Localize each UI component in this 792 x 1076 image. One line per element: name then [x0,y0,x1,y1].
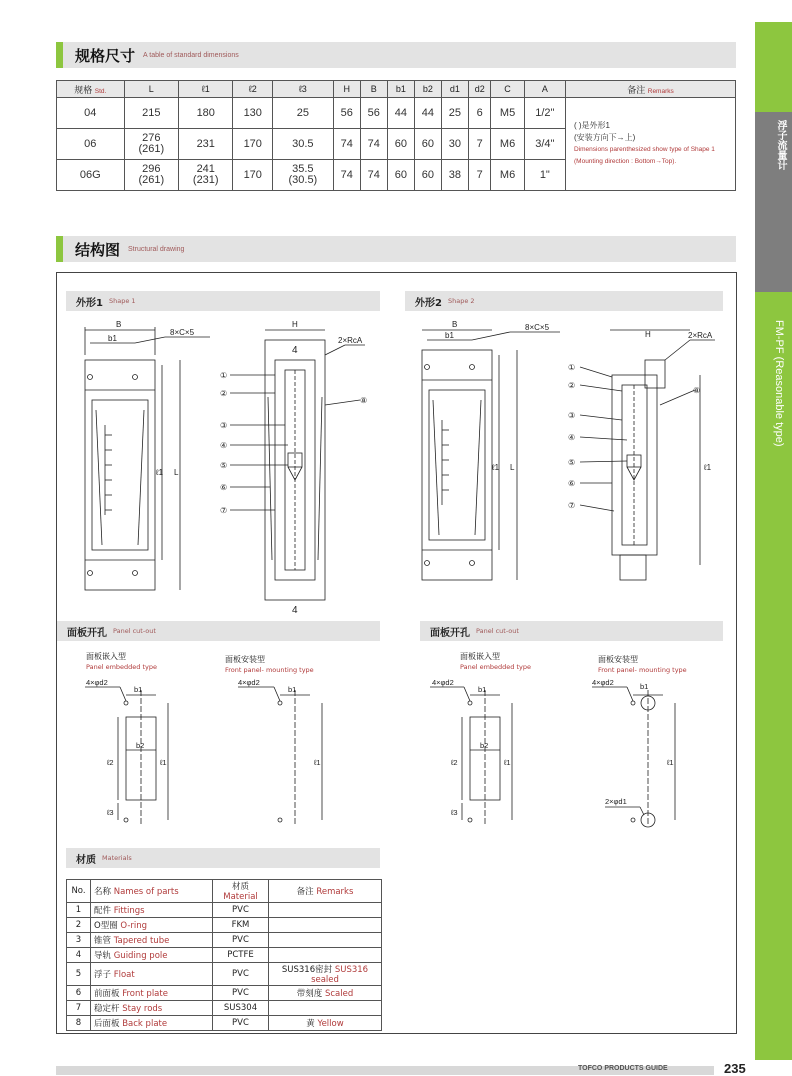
dim2-L: L [510,463,515,472]
dims-cell: 276 (261) [124,129,178,160]
cut-b2-3: b2 [480,741,489,750]
dims-cell: M6 [491,160,524,191]
dims-cell: M5 [491,98,524,129]
dims-cell: 44 [387,98,414,129]
callout-6: ⑥ [220,483,228,492]
mat-remark [269,918,382,933]
mat-name: O型圈 O-ring [91,918,213,933]
shape1-drawing [60,315,390,615]
dims-cell: 30 [441,129,468,160]
mat-material: PVC [213,963,269,986]
dims-cell: 06 [57,129,125,160]
dims-remarks: ( )是外形1 (安装方向下→上) Dimensions parenthesized show type of Shape 1 (Mounting direction : Bottom→Top). [566,98,736,191]
shape2-drawing [400,315,730,595]
dims-cell: 170 [233,160,273,191]
callout2-5: ⑤ [568,458,576,467]
cut-b1-4: b1 [640,682,649,691]
dims-cell: 7 [468,160,490,191]
dims-cell: 74 [333,129,360,160]
dims-row [57,98,736,129]
mat-remark [269,933,382,948]
mat-name: 稳定杆 Stay rods [91,1001,213,1016]
dimensions-table [56,80,736,191]
dims-cell: 180 [179,98,233,129]
mat-material: PVC [213,903,269,918]
section-header-structure: 结构图 Structural drawing [56,236,736,262]
side-title: FM-PF (Reasonable type) [773,320,785,447]
dims-header-cell: 规格 Std. [57,81,125,98]
dim-l1: ℓ1 [156,468,164,477]
shape1-header: 外形1 Shape 1 [66,291,380,311]
mat-no: 3 [67,933,91,948]
mat-no: 1 [67,903,91,918]
dim2-bolt: 8×C×5 [525,323,550,332]
dims-header-cell: ℓ1 [179,81,233,98]
callout2-1: ① [568,363,576,372]
dims-cell: 44 [414,98,441,129]
dim-B: B [116,320,122,329]
cut-l1-2: ℓ1 [314,758,321,767]
dims-header-cell: L [124,81,178,98]
callout-3: ③ [220,421,228,430]
mat-name: 浮子 Float [91,963,213,986]
dims-cell: 25 [441,98,468,129]
cut-l1-1: ℓ1 [160,758,167,767]
cutout-header-1: 面板开孔 Panel cut-out [57,621,380,641]
dims-header-cell: b2 [414,81,441,98]
mat-name: 配件 Fittings [91,903,213,918]
dims-cell: M6 [491,129,524,160]
mat-name: 导轨 Guiding pole [91,948,213,963]
callout-1: ① [220,371,228,380]
dims-cell: 1/2" [524,98,565,129]
callout-4: ④ [220,441,228,450]
mat-material: PVC [213,986,269,1001]
dim2-port: 2×RcA [688,331,713,340]
dim2-l1: ℓ1 [492,463,500,472]
callout2-7: ⑦ [568,501,576,510]
dims-header-cell: d1 [441,81,468,98]
dims-cell: 35.5 (30.5) [273,160,334,191]
mat-name: 后面板 Back plate [91,1016,213,1031]
mat-material: FKM [213,918,269,933]
callout2-2: ② [568,381,576,390]
callout-8: ⑧ [360,396,368,405]
dim2-b1: b1 [445,331,454,340]
materials-row [67,933,382,948]
dim-port: 2×RcA [338,336,363,345]
hole-label-3: 4×φd2 [432,678,454,687]
mat-material: SUS304 [213,1001,269,1016]
dims-header-cell: ℓ2 [233,81,273,98]
mat-remark: 带刻度 Scaled [269,986,382,1001]
dims-header-cell: C [491,81,524,98]
callout2-3: ③ [568,411,576,420]
dims-cell: 30.5 [273,129,334,160]
mat-no: 2 [67,918,91,933]
mat-material: PVC [213,933,269,948]
section-mark-bottom: 4 [292,605,298,615]
materials-row [67,986,382,1001]
materials-row [67,1001,382,1016]
dims-header-cell: ℓ3 [273,81,334,98]
callout2-4: ④ [568,433,576,442]
materials-row [67,918,382,933]
materials-row [67,948,382,963]
dim-L: L [174,468,179,477]
dim-H: H [292,320,298,329]
section-header-dimensions: 规格尺寸 A table of standard dimensions [56,42,736,68]
materials-header: 材质 Materials [66,848,380,868]
embedded-label-1: 面板嵌入型 Panel embedded type [86,652,158,671]
cut-l1-4: ℓ1 [667,758,674,767]
mat-no: 8 [67,1016,91,1031]
dims-cell: 74 [333,160,360,191]
mat-no: 6 [67,986,91,1001]
mat-remark [269,903,382,918]
dims-header-cell: B [360,81,387,98]
callout-5: ⑤ [220,461,228,470]
mat-material: PVC [213,1016,269,1031]
footer-guide: TOFCO PRODUCTS GUIDE [578,1065,668,1072]
dims-header-cell: 备注 Remarks [566,81,736,98]
dims-cell: 296 (261) [124,160,178,191]
dims-cell: 06G [57,160,125,191]
mat-no: 5 [67,963,91,986]
dims-cell: 60 [414,129,441,160]
dims-cell: 231 [179,129,233,160]
dim2-H: H [645,330,651,339]
dims-cell: 1" [524,160,565,191]
dims-header-cell: H [333,81,360,98]
materials-row [67,903,382,918]
callout-7: ⑦ [220,506,228,515]
mat-remark [269,1001,382,1016]
materials-row [67,963,382,986]
cut-l2-1: ℓ2 [107,758,114,767]
cut-b1-3: b1 [478,685,487,694]
hole-label-1: 4×φd2 [86,678,108,687]
dims-cell: 74 [360,129,387,160]
dims-cell: 60 [387,160,414,191]
mat-remark [269,948,382,963]
callout2-8: ⑧ [693,386,701,395]
front-label-2: 面板安装型 Front panel- mounting type [598,655,687,674]
dim2-B: B [452,320,458,329]
cut-l1-3: ℓ1 [504,758,511,767]
dims-cell: 25 [273,98,334,129]
dims-header-cell: d2 [468,81,490,98]
mat-no: 7 [67,1001,91,1016]
mat-no: 4 [67,948,91,963]
dims-cell: 60 [414,160,441,191]
dim-bolt: 8×C×5 [170,328,195,337]
cutout-drawings [60,675,730,835]
cut-b1-2: b1 [288,685,297,694]
dims-cell: 6 [468,98,490,129]
embedded-label-2: 面板嵌入型 Panel embedded type [460,652,532,671]
cut-l3-1: ℓ3 [107,808,114,817]
front-label-1: 面板安装型 Front panel- mounting type [225,655,314,674]
cut-l3-3: ℓ3 [451,808,458,817]
mat-name: 锥管 Tapered tube [91,933,213,948]
dims-header-cell: b1 [387,81,414,98]
dims-cell: 56 [360,98,387,129]
mat-remark: SUS316密封 SUS316 sealed [269,963,382,986]
cutout-header-2: 面板开孔 Panel cut-out [420,621,723,641]
materials-table: No. 名称 Names of parts 材质Material 备注 Remarks 1 配件 Fittings PVC 2 O型圈 O-ring FKM 3 锥管 Tapered tube PVC 4 导轨 Guiding pole PCTFE 5 浮子 Float PVC SUS316密封 SUS316 sealed 6 前面板 Front plate PVC 带刻度 Scaled 7 稳定杆 Stay rods SUS304 8 后面板 Back plate PVC 黄 Yellow [66,879,382,1031]
page-number: 235 [724,1061,746,1076]
callout-2: ② [220,389,228,398]
cut-l2-3: ℓ2 [451,758,458,767]
mat-name: 前面板 Front plate [91,986,213,1001]
dim2-l1-side: ℓ1 [704,463,712,472]
dims-cell: 130 [233,98,273,129]
cut-b2-1: b2 [136,741,145,750]
side-category: 浮子流量计 [775,120,786,170]
mat-remark: 黄 Yellow [269,1016,382,1031]
dims-cell: 56 [333,98,360,129]
dims-cell: 74 [360,160,387,191]
dims-cell: 04 [57,98,125,129]
shape2-header: 外形2 Shape 2 [405,291,723,311]
dims-cell: 3/4" [524,129,565,160]
dims-cell: 60 [387,129,414,160]
dims-cell: 215 [124,98,178,129]
hole-label-5: 2×φd1 [605,797,627,806]
cut-b1-1: b1 [134,685,143,694]
dims-cell: 241 (231) [179,160,233,191]
dim-b1: b1 [108,334,117,343]
materials-row [67,1016,382,1031]
dims-cell: 7 [468,129,490,160]
callout2-6: ⑥ [568,479,576,488]
dims-cell: 170 [233,129,273,160]
hole-label-4: 4×φd2 [592,678,614,687]
dims-header-cell: A [524,81,565,98]
section-mark-top: 4 [292,345,298,356]
hole-label-2: 4×φd2 [238,678,260,687]
mat-material: PCTFE [213,948,269,963]
dims-cell: 38 [441,160,468,191]
